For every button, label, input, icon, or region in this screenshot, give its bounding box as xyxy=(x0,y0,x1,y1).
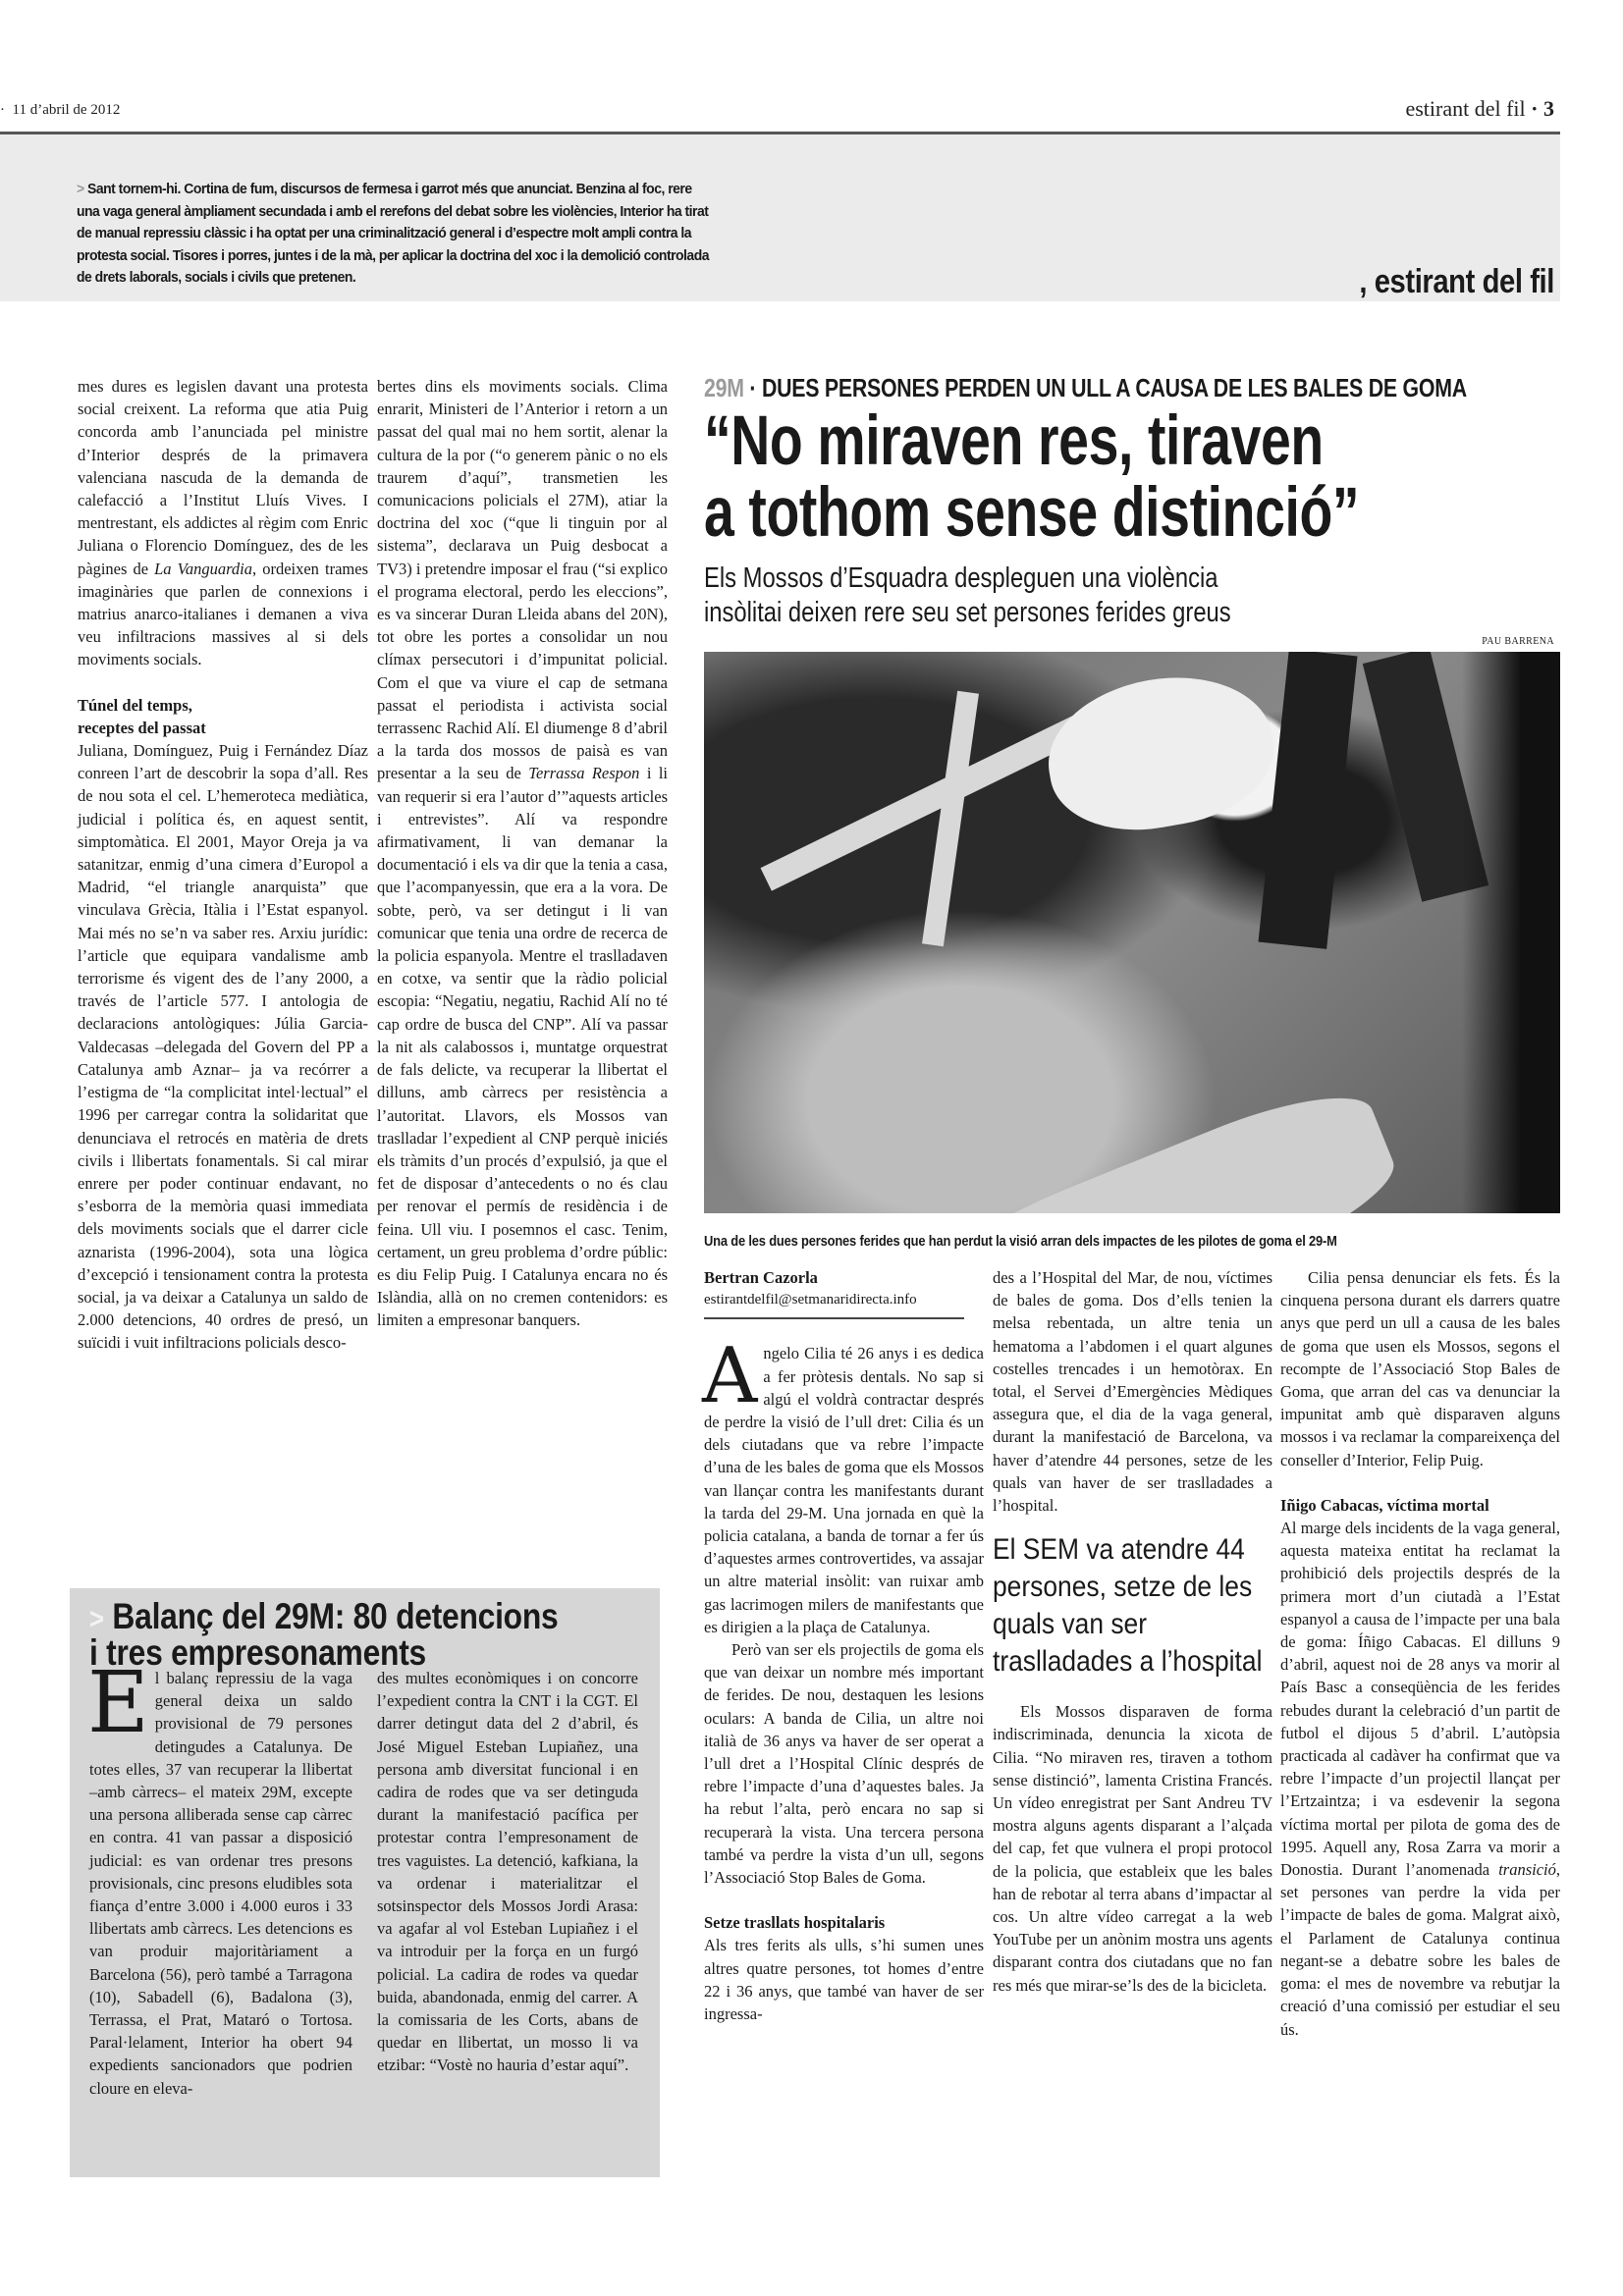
photo-credit: PAU BARRENA xyxy=(1482,636,1554,647)
text: mes dures es legislen davant una protesta social creixent. La reforma que atia Puig concorda amb l’anunciada pel ministre d’Interior després de la primavera valenciana nascuda de la demanda de calefacció a l’Institut Lluís Vives. I mentrestant, els addictes al règim com Enric Juliana o Florencio Domínguez, des de les pàgines de xyxy=(78,377,368,578)
kicker xyxy=(704,373,1467,403)
article-column-3 xyxy=(1280,1266,1560,2041)
text: , set persones van perdre la vida per l’impacte de bales de goma. Malgrat això, el Parlament de Catalunya continua negant-se a debatre sobre les bales de goma: el mes de novembre va rebutjar la creació d’una comissió per estudiar el seu ús. xyxy=(1280,1860,1560,2039)
standfirst-line-2: insòlitai deixen rere seu set persones ferides greus xyxy=(704,597,1231,628)
injured-person-shape xyxy=(884,1072,1409,1213)
subheading: Setze trasllats hospitalaris xyxy=(704,1913,886,1933)
text: l balanç repressiu de la vaga general deixa un saldo provisional de 79 persones detingudes a Catalunya. De totes elles, 37 van recuperar la llibertat –amb càrrecs– el mateix 29M, excepte una persona alliberada sense cap càrrec en contra. 41 van passar a disposició judicial: es van ordenar tres presons provisionals, cinc presons eludibles sota fiança d’entre 3.000 i 4.000 euros i 33 llibertats amb càrrecs. Les detencions es van produir majoritàriament a Barcelona (56), però també a Tarragona (10), Sabadell (6), Badalona (3), Terrassa, el Prat, Mataró o Tortosa. Paral·lelament, Interior ha obert 94 expedients sancionadors que podrien cloure en eleva- xyxy=(89,1669,352,2098)
pull-quote: El SEM va atendre 44 persones, setze de les quals van ser traslladades a l’hospital xyxy=(993,1533,1263,1679)
folio-date xyxy=(0,102,120,119)
opinion-column-1 xyxy=(78,375,368,1355)
byline-email[interactable]: estirantdelfil@setmanaridirecta.info xyxy=(704,1292,917,1308)
text: ngelo Cilia té 26 anys i es dedica a fer pròtesis dentals. No sap si algú el voldrà contractar després de perdre la visió de l’ull dret: Cilia és un dels ciutadans que va rebre l’impacte d’una de les bales de goma que els Mossos van llançar contra les manifestants durant la tarda del 29-M. Una jornada en què la policia catalana, a banda de tornar a fer ús d’aquestes armes controvertides, va assajar un altre material insòlit: van ruixar amb gas lacrimogen milers de manifestants que es dirigien a la plaça de Catalunya. xyxy=(704,1344,984,1636)
arrow-icon: > xyxy=(77,181,84,197)
section-tag: , estirant del fil xyxy=(1359,263,1554,300)
folio-bullet: · xyxy=(1531,96,1539,121)
news-photo xyxy=(704,652,1560,1213)
paragraph: Però van ser els projectils de goma els que van deixar un nombre més important de ferides. De nou, destaquen les lesions oculars: A banda de Cilia, un altre noi italià de 36 anys va haver de ser operat a l’ull dret a l’Hospital Clínic després de rebre l’impacte d’una d’aquestes bales. Ja ha rebut l’alta, però encara no sap si recuperarà la vista. Una tercera persona també va perdre la vista d’un ull, segons l’Associació Stop Bales de Goma. xyxy=(704,1640,984,1888)
headline-line-1: “No miraven res, tiraven xyxy=(704,402,1324,480)
sidebar-title-line-2: i tres empresonaments xyxy=(89,1632,426,1673)
photo-shape xyxy=(761,713,1090,890)
paragraph: Els Mossos disparaven de forma indiscriminada, denuncia la xicota de Cilia. “No miraven res, tiraven a tothom sense distinció”, lamenta Cristina Francés. Un vídeo enregistrat per Sant Andreu TV mostra alguns agents disparant a l’alçada del cap, fet que vulnera el propi protocol de la policia, que estableix que les bales han de rebotar al terra abans d’impactar al cos. Un altre vídeo carregat a la web YouTube per un anònim mostra uns agents disparant contra dos ciutadans que no fan res més que mirar-se’ls des de la bicicleta. xyxy=(993,1702,1272,1995)
byline-rule xyxy=(704,1317,964,1319)
paragraph xyxy=(377,375,668,1332)
paragraph: Cilia pensa denunciar els fets. És la cinquena persona durant els darrers quatre anys que perd un ull a causa de les bales de goma que usen els Mossos, segons el recompte de l’Associació Stop Bales de Goma, que arran del cas va denunciar la impunitat amb què disparaven alguns mossos i va reclamar la compareixença del conseller d’Interior, Felip Puig. xyxy=(1280,1268,1560,1469)
italic-term: transició xyxy=(1498,1860,1556,1880)
subheading-line-2: receptes del passat xyxy=(78,718,206,737)
publication-name: La Vanguardia xyxy=(154,559,253,578)
byline-name: Bertran Cazorla xyxy=(704,1268,818,1287)
drop-cap: A xyxy=(702,1332,758,1421)
paragraph: Als tres ferits als ulls, s’hi sumen unes altres quatre persones, tot homes d’entre 22 i 36 anys, que també van haver de ser ingressa- xyxy=(704,1936,984,2024)
subheading: Iñigo Cabacas, víctima mortal xyxy=(1280,1495,1489,1515)
sidebar-title xyxy=(89,1596,680,1673)
section-name: estirant del fil xyxy=(1405,96,1526,121)
paragraph xyxy=(1280,1517,1560,2041)
text: i li van requerir si era l’autor d’”aquests articles i entrevistes”. Alí va respondre afirmativament, li van demanar la documentació i els va dir que la tenia a casa, que l’acompanyessin, que era a la vora. De sobte, però, va ser detingut i li van comunicar que tenia una ordre de recerca de la policia espanyola. Mentre el traslladaven en cotxe, va sentir que la ràdio policial escopia: “Negatiu, negatiu, Rachid Alí no té cap ordre de busca del CNP”. Alí va passar la nit als calabossos i, muntatge orquestrat de fals delicte, va recuperar la llibertat el dilluns, amb càrrecs per resistència a l’autoritat. Llavors, els Mossos van traslladar l’expedient al CNP perquè iniciés els tràmits d’un procés d’expulsió, ja que el fet de disposar d’antecedents o no és clau per renovar el permís de residència i de feina. Ull viu. I posemnos el casc. Tenim, certament, un greu problema d’ordre públic: es diu Felip Puig. I Catalunya encara no és Islàndia, allà on no cremen contenidors: es limiten a empresonar banquers. xyxy=(377,764,668,1330)
text: bertes dins els moviments socials. Clima enrarit, Ministeri de l’Anterior i retorn a un passat del qual mai no hem sortit, alenar la cultura de la por (“o generem pànic o no els traurem d’aquí”, transmetien les comunicacions policials el 27M), atiar la doctrina del xoc (“que li tinguin por al sistema”, declarava un Puig desbocat a TV3) i pretendre imposar el frau (“si explico el programa electoral, perdo les eleccions”, es va sincerar Duran Lleida abans del 20N), tot obre les portes a consolidar un nou clímax persecutori i d’impunitat policial. Com el que va viure el cap de setmana passat el periodista i activista social terrassenc Rachid Alí. El diumenge 8 d’abril a la tarda dos mossos de paisà es van presentar a la seu de xyxy=(377,377,668,783)
publication-name: Terrassa Respon xyxy=(528,764,640,783)
photo-caption: Una de les dues persones ferides que han perdut la visió arran dels impactes de les pilotes de goma el 29-M xyxy=(704,1233,1337,1250)
paragraph xyxy=(78,375,368,671)
paragraph xyxy=(702,1332,984,1638)
issue-date: 11 d’abril de 2012 xyxy=(12,102,121,118)
drop-cap: E xyxy=(87,1654,149,1752)
photo-shape xyxy=(922,691,979,947)
standfirst-line-1: Els Mossos d’Esquadra despleguen una violència xyxy=(704,562,1218,594)
subheading-line-1: Túnel del temps, xyxy=(78,695,192,715)
photo-shape xyxy=(1462,652,1560,1213)
headline-line-2: a tothom sense distinció” xyxy=(704,474,1360,552)
standfirst xyxy=(704,561,1590,630)
subheading xyxy=(78,694,368,739)
article-column-2 xyxy=(993,1266,1272,1997)
sidebar-column-2: des multes econòmiques i on concorre l’expedient contra la CNT i la CGT. El darrer detingut data del 2 d’abril, és José Miguel Esteban Lupiañez, una persona amb diversitat funcional i en cadira de rodes que va ser detinguda durant la manifestació pacífica per protestar contra l’empresonament de tres vaguistes. La detenció, kafkiana, la va ordenar i materialitzar el sotsinspector dels Mossos Jordi Arasa: va agafar al vol Esteban Lupiañez i el va introduir per la força en un furgó policial. La cadira de rodes va quedar buida, abandonada, enmig del carrer. A la comissaria de les Corts, abans de quedar en llibertat, un mosso li va etzibar: “Vostè no hauria d’estar aquí”. xyxy=(377,1669,638,2075)
opinion-column-2 xyxy=(377,375,668,1332)
text: Al marge dels incidents de la vaga general, aquesta mateixa entitat ha reclamat la prohibició dels projectils després de la primera mort d’un ciutadà a l’Estat espanyol a causa de l’impacte per una bala de goma: Íñigo Cabacas. El dilluns 9 d’abril, aquest noi de 28 anys va morir al País Basc a conseqüència de les ferides rebudes durant la celebració d’un partit de futbol el dijous 5 d’abril. L’autòpsia practicada al cadàver ha confirmat que va rebre l’impacte d’un projectil llançat per l’Ertzaintza; i va esdevenir la segona víctima mortal per pilota de goma des de 1995. Aquell any, Rosa Zarra va morir a Donostia. Durant l’anomenada xyxy=(1280,1519,1560,1880)
text: , ordeixen trames imaginàries que parlen de connexions i matrius anarco-italianes i demanen a viva veu infiltracions massives al si dels moviments socials. xyxy=(78,559,368,669)
page-number: 3 xyxy=(1543,96,1554,121)
folio-bullet: · xyxy=(0,102,5,118)
kicker-tag: 29M xyxy=(704,373,744,402)
arrow-icon: > xyxy=(89,1603,104,1635)
helmet-shape xyxy=(1037,661,1285,845)
article-column-1 xyxy=(704,1266,984,2025)
kicker-text: · DUES PERSONES PERDEN UN ULL A CAUSA DE LES BALES DE GOMA xyxy=(743,373,1467,402)
paragraph: des a l’Hospital del Mar, de nou, víctimes de bales de goma. Dos d’ells tenien la melsa rebentada, un altre tenia un hematoma a l’abdomen i el quart algunes costelles trencades i un hemotòrax. En total, el Servei d’Emergències Mèdiques assegura que, el dia de la vaga general, durant la manifestació de Barcelona, va haver d’atendre 44 persones, setze de les quals van haver de ser traslladades a l’hospital. xyxy=(993,1268,1272,1516)
paragraph: Juliana, Domínguez, Puig i Fernández Díaz conreen l’art de descobrir la sopa d’all. Res de nou sota el cel. L’hemeroteca mediàtica, judicial i política és, en aquest sentit, simptomàtica. El 2001, Mayor Oreja ja va satanitzar, enmig d’una cimera d’Europol a Madrid, “el triangle anarquista” que vinculava Grècia, Itàlia i l’Estat espanyol. Mai més no se’n va saber res. Arxiu jurídic: l’article que equipara vandalisme amb terrorisme és vigent des de l’any 2000, a través de l’article 577. I antologia de declaracions antològiques: Júlia Garcia-Valdecasas –delegada del Govern del PP a Catalunya amb Aznar– ja va recórrer a l’estigma de “la complicitat intel·lectual” el 1996 per carregar contra la solidaritat que denunciava el retrocés en matèria de drets civils i llibertats fonamentals. Si cal mirar enrere per poder continuar endavant, no s’esborra de la memòria quasi immediata dels moviments socials que el darrer cicle aznarista (1996-2004), sota una lògica d’excepció i tensionament contra la protesta social, ja va deixar a Catalunya un saldo de 2.000 detencions, 40 ordres de presó, un suïcidi i vuit infiltracions policials desco- xyxy=(78,741,368,1353)
photo-shape xyxy=(1259,652,1358,949)
intro-body: Sant tornem-hi. Cortina de fum, discursos de fermesa i garrot més que anunciat. Benzina al foc, rere una vaga general àmpliament secundada i amb el rerefons del debat sobre les violències, Interior ha tirat de manual repressiu clàssic i ha optat per una criminalització general i d’espectre molt ampli contra la protesta social. Tisores i porres, juntes i de la mà, per aplicar la doctrina del xoc i la demolició controlada de drets laborals, socials i civils que pretenen. xyxy=(77,181,709,286)
folio-section xyxy=(1405,96,1554,122)
sidebar-column-1 xyxy=(87,1654,352,2100)
intro-text xyxy=(77,179,716,290)
sidebar-title-line-1: Balanç del 29M: 80 detencions xyxy=(112,1596,559,1636)
headline xyxy=(704,402,1470,552)
